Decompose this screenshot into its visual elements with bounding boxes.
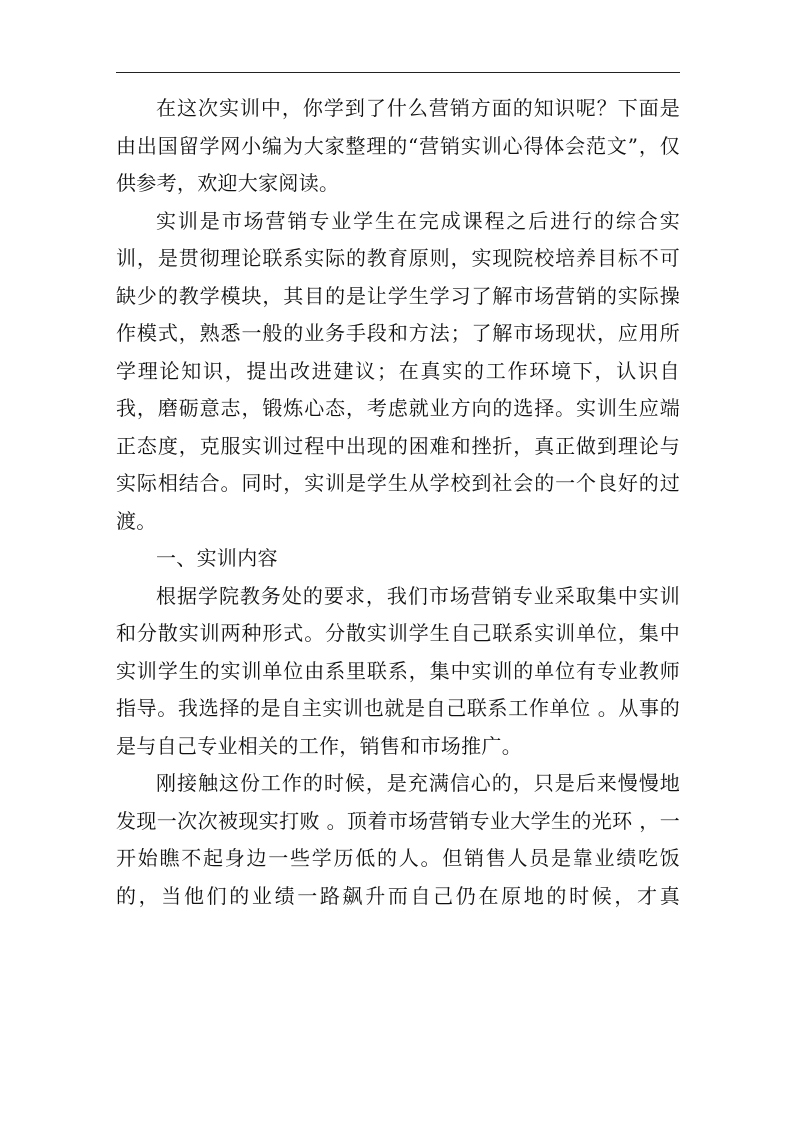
document-body (116, 90, 680, 915)
header-rule (116, 72, 680, 73)
paragraph-intro: 在这次实训中，你学到了什么营销方面的知识呢？下面是由出国留学网小编为大家整理的“营销实训心得体会范文”，仅供参考，欢迎大家阅读。 (116, 96, 680, 195)
section-heading-training-content: 一、实训内容 (156, 546, 278, 570)
paragraph-training-forms: 根据学院教务处的要求，我们市场营销专业采取集中实训和分散实训两种形式。分散实训学生自己联系实训单位，集中实训学生的实训单位由系里联系，集中实训的单位有专业教师指导。我选择的是自主实训也就是自己联系工作单位 。从事的是与自己专业相关的工作，销售和市场推广。 (116, 583, 680, 758)
paragraph-training-overview: 实训是市场营销专业学生在完成课程之后进行的综合实训，是贯彻理论联系实际的教育原则，实现院校培养目标不可缺少的教学模块，其目的是让学生学习了解市场营销的实际操作模式，熟悉一般的业务手段和方法；了解市场现状，应用所学理论知识，提出改进建议；在真实的工作环境下，认识自我，磨砺意志，锻炼心态，考虑就业方向的选择。实训生应端正态度，克服实训过程中出现的困难和挫折，真正做到理论与实际相结合。同时，实训是学生从学校到社会的一个良好的过渡。 (116, 208, 680, 533)
paragraph-work-experience: 刚接触这份工作的时候，是充满信心的，只是后来慢慢地发现一次次被现实打败 。顶着市场营销专业大学生的光环 ，一开始瞧不起身边一些学历低的人。但销售人员是靠业绩吃饭的，当他们的业绩一路飙升而自己仍在原地的时候，才真 (116, 771, 680, 908)
